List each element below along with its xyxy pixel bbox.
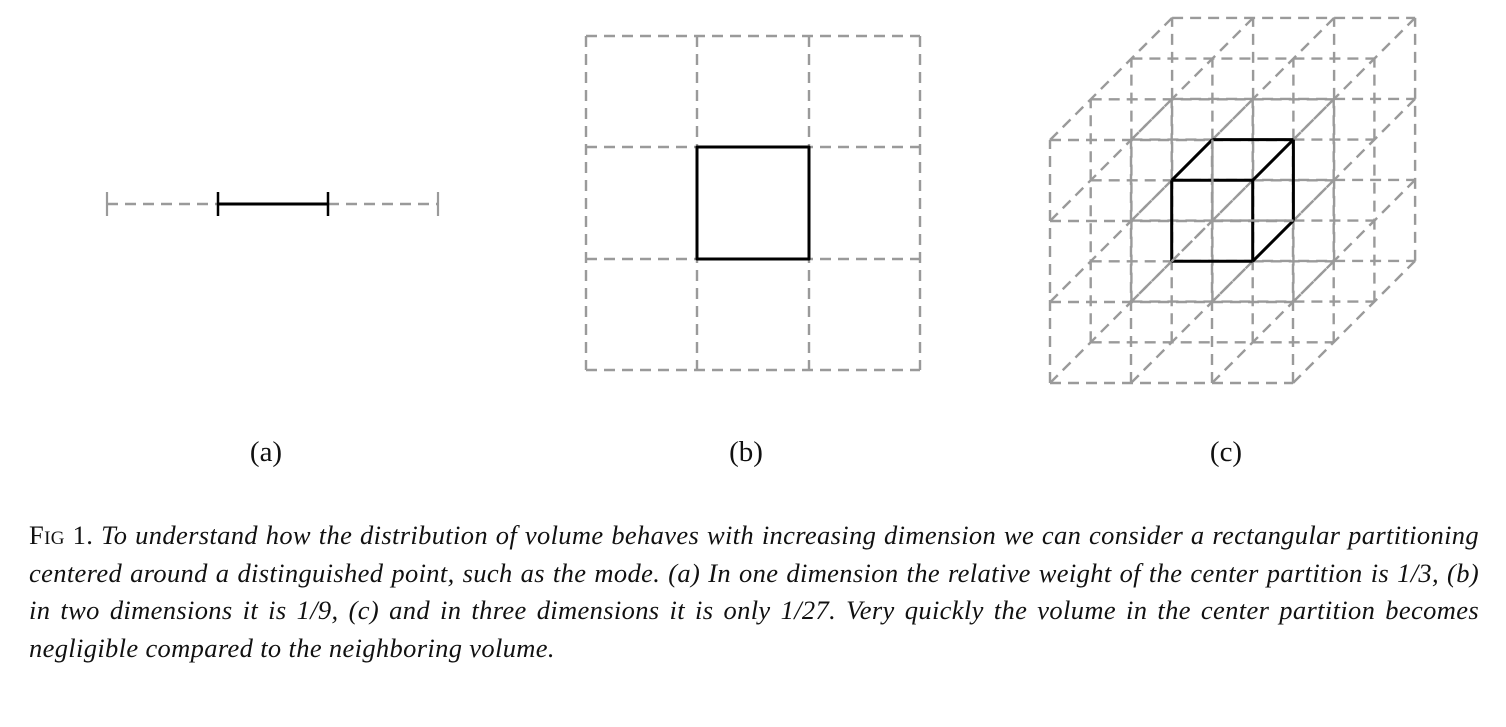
grid-line-z [1131, 18, 1253, 140]
center-cube-hidden-edge [1172, 221, 1213, 262]
center-cube-edge [1253, 140, 1294, 181]
center-cube-edge [1172, 140, 1213, 181]
caption-label: Fig 1. [29, 520, 94, 550]
center-cube-edge [1253, 221, 1294, 262]
grid-line-z [1293, 261, 1415, 383]
panel-a-label: (a) [249, 436, 283, 468]
figure-caption [29, 517, 1479, 667]
grid-line-z [1293, 99, 1415, 221]
center-square [697, 147, 809, 259]
grid-horizontal-lines [586, 36, 920, 370]
grid-line-z [1212, 261, 1334, 383]
grid-line-z [1050, 180, 1172, 302]
panel-b-label: (b) [729, 436, 763, 468]
grid-line-z [1293, 180, 1415, 302]
caption-text: To understand how the distribution of volume behaves with increasing dimension we can consider a rectangular partitioning centered around a distinguished point, such as the mode. (a) In one dimension the relative weight of the center partition is 1/3, (b) in two dimensions it is 1/9, (c) and in three dimensions it is only 1/27. Very quickly the volume in the center partition becomes negligible compared to the neighboring volume. [29, 520, 1479, 663]
grid-line-z [1050, 18, 1172, 140]
grid-line-z [1293, 18, 1415, 140]
grid-line-z [1131, 261, 1253, 383]
grid-line-z [1050, 99, 1172, 221]
center-cube [1172, 140, 1294, 262]
panel-c-label: (c) [1209, 436, 1243, 468]
grid-line-z [1212, 18, 1334, 140]
panel-c-three-dimensions [1050, 18, 1415, 383]
panel-b-two-dimensions [586, 36, 920, 370]
cube-grid-lines [1050, 18, 1415, 383]
grid-vertical-lines [586, 36, 920, 370]
grid-line-z [1050, 261, 1172, 383]
panel-a-one-dimension [107, 192, 438, 216]
